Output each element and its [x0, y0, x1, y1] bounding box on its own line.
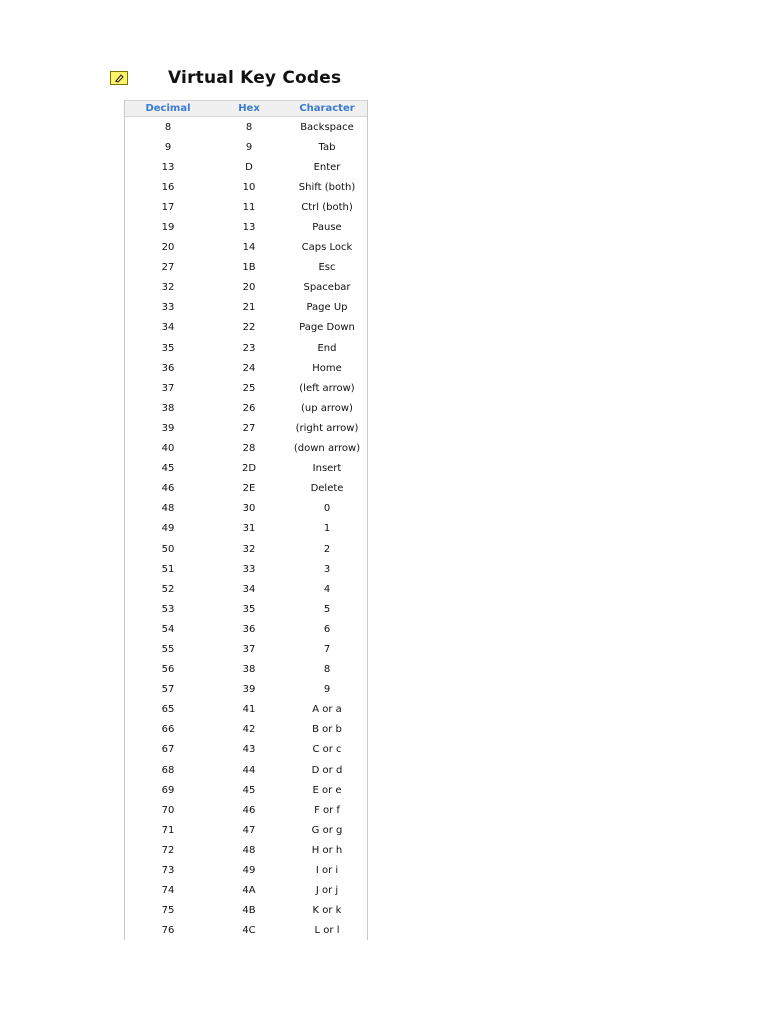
cell-character: 7 [323, 643, 331, 655]
table-row [125, 519, 367, 539]
cell-character: G or g [311, 824, 343, 836]
table-row [125, 238, 367, 258]
cell-decimal: 34 [161, 322, 175, 334]
cell-decimal: 32 [161, 282, 175, 294]
table-row [125, 921, 367, 941]
cell-character: Page Down [299, 322, 355, 334]
cell-character: D or d [311, 764, 343, 776]
cell-hex: 22 [242, 322, 256, 334]
cell-decimal: 51 [161, 563, 175, 575]
cell-hex: 4A [242, 885, 256, 897]
cell-hex: 41 [242, 704, 256, 716]
cell-decimal: 66 [161, 724, 175, 736]
cell-hex: 37 [242, 643, 256, 655]
cell-decimal: 68 [161, 764, 175, 776]
cell-hex: 27 [242, 422, 256, 434]
cell-hex: 35 [242, 603, 256, 615]
cell-decimal: 75 [161, 905, 175, 917]
cell-character: L or l [314, 925, 340, 937]
cell-character: 8 [323, 664, 331, 676]
cell-character: Tab [318, 141, 336, 153]
cell-decimal: 54 [161, 623, 175, 635]
cell-hex: 45 [242, 784, 256, 796]
cell-hex: 31 [242, 523, 256, 535]
page-title: Virtual Key Codes [168, 68, 342, 88]
table-row [125, 720, 367, 740]
cell-hex: 36 [242, 623, 256, 635]
table-row [125, 418, 367, 438]
cell-hex: 1B [242, 262, 256, 274]
cell-decimal: 9 [164, 141, 172, 153]
cell-decimal: 55 [161, 643, 175, 655]
cell-hex: 34 [242, 583, 256, 595]
table-row [125, 559, 367, 579]
cell-hex: 33 [242, 563, 256, 575]
cell-character: Delete [310, 483, 344, 495]
cell-hex: 21 [242, 302, 256, 314]
table-row [125, 459, 367, 479]
cell-decimal: 35 [161, 342, 175, 354]
cell-decimal: 70 [161, 804, 175, 816]
cell-hex: 39 [242, 684, 256, 696]
cell-hex: D [245, 161, 253, 173]
cell-decimal: 57 [161, 684, 175, 696]
table-row [125, 338, 367, 358]
cell-decimal: 53 [161, 603, 175, 615]
cell-hex: 49 [242, 865, 256, 877]
cell-decimal: 45 [161, 463, 175, 475]
cell-decimal: 27 [161, 262, 175, 274]
cell-character: Backspace [300, 121, 354, 133]
cell-hex: 42 [242, 724, 256, 736]
cell-decimal: 17 [161, 201, 175, 213]
cell-decimal: 73 [161, 865, 175, 877]
table-row [125, 439, 367, 459]
table-row [125, 358, 367, 378]
table-row [125, 840, 367, 860]
cell-character: A or a [312, 704, 342, 716]
cell-hex: 28 [242, 443, 256, 455]
cell-character: (left arrow) [299, 382, 355, 394]
cell-hex: 46 [242, 804, 256, 816]
table-row [125, 579, 367, 599]
cell-decimal: 20 [161, 242, 175, 254]
cell-character: 6 [323, 623, 331, 635]
table-row [125, 680, 367, 700]
table-row [125, 619, 367, 639]
header-character: Character [299, 103, 355, 114]
cell-character: Enter [313, 161, 341, 173]
table-row [125, 499, 367, 519]
cell-character: (up arrow) [301, 402, 353, 414]
table-row [125, 860, 367, 880]
cell-decimal: 50 [161, 543, 175, 555]
cell-character: 0 [323, 503, 331, 515]
table-row [125, 318, 367, 338]
cell-character: F or f [314, 804, 340, 816]
cell-decimal: 71 [161, 824, 175, 836]
cell-hex: 4C [242, 925, 256, 937]
table-row [125, 760, 367, 780]
table-row [125, 157, 367, 177]
cell-character: Esc [318, 262, 336, 274]
header-decimal: Decimal [145, 103, 191, 114]
header-hex: Hex [238, 103, 260, 114]
cell-character: K or k [312, 905, 342, 917]
cell-decimal: 48 [161, 503, 175, 515]
cell-decimal: 36 [161, 362, 175, 374]
cell-hex: 8 [245, 121, 253, 133]
cell-hex: 30 [242, 503, 256, 515]
cell-character: B or b [312, 724, 342, 736]
cell-decimal: 46 [161, 483, 175, 495]
cell-decimal: 8 [164, 121, 172, 133]
table-row [125, 901, 367, 921]
table-row [125, 800, 367, 820]
cell-decimal: 56 [161, 664, 175, 676]
cell-character: Insert [312, 463, 342, 475]
cell-decimal: 40 [161, 443, 175, 455]
cell-hex: 2D [241, 463, 257, 475]
cell-character: Page Up [306, 302, 348, 314]
cell-hex: 2E [242, 483, 256, 495]
table-row [125, 197, 367, 217]
table-row [125, 298, 367, 318]
cell-character: Spacebar [303, 282, 351, 294]
cell-decimal: 16 [161, 181, 175, 193]
table-header [125, 100, 367, 117]
table-row [125, 639, 367, 659]
cell-hex: 13 [242, 222, 256, 234]
cell-hex: 26 [242, 402, 256, 414]
cell-decimal: 52 [161, 583, 175, 595]
table-body [125, 117, 367, 941]
cell-hex: 38 [242, 664, 256, 676]
cell-character: 4 [323, 583, 331, 595]
cell-decimal: 74 [161, 885, 175, 897]
cell-character: End [317, 342, 337, 354]
cell-hex: 4B [242, 905, 256, 917]
cell-character: H or h [311, 844, 343, 856]
cell-character: Ctrl (both) [301, 201, 353, 213]
title-row [110, 66, 341, 90]
table-row [125, 820, 367, 840]
cell-decimal: 69 [161, 784, 175, 796]
cell-decimal: 65 [161, 704, 175, 716]
cell-hex: 11 [242, 201, 256, 213]
cell-character: C or c [312, 744, 342, 756]
cell-hex: 32 [242, 543, 256, 555]
table-row [125, 117, 367, 137]
table-row [125, 177, 367, 197]
cell-character: (down arrow) [293, 443, 361, 455]
cell-character: 5 [323, 603, 331, 615]
table-row [125, 217, 367, 237]
table-row [125, 479, 367, 499]
cell-character: J or j [315, 885, 339, 897]
cell-decimal: 49 [161, 523, 175, 535]
cell-hex: 14 [242, 242, 256, 254]
table-row [125, 137, 367, 157]
cell-hex: 9 [245, 141, 253, 153]
cell-hex: 25 [242, 382, 256, 394]
cell-hex: 48 [242, 844, 256, 856]
cell-hex: 20 [242, 282, 256, 294]
cell-decimal: 19 [161, 222, 175, 234]
cell-character: 3 [323, 563, 331, 575]
table-row [125, 780, 367, 800]
key-codes-table [124, 100, 368, 940]
cell-hex: 10 [242, 181, 256, 193]
cell-decimal: 13 [161, 161, 175, 173]
cell-decimal: 67 [161, 744, 175, 756]
table-row [125, 258, 367, 278]
table-row [125, 539, 367, 559]
table-row [125, 599, 367, 619]
cell-hex: 44 [242, 764, 256, 776]
cell-decimal: 33 [161, 302, 175, 314]
cell-character: E or e [312, 784, 342, 796]
cell-character: Pause [312, 222, 342, 234]
table-row [125, 278, 367, 298]
cell-decimal: 72 [161, 844, 175, 856]
cell-character: Home [312, 362, 342, 374]
cell-hex: 47 [242, 824, 256, 836]
cell-character: Caps Lock [301, 242, 353, 254]
table-row [125, 740, 367, 760]
table-row [125, 700, 367, 720]
table-row [125, 378, 367, 398]
cell-decimal: 39 [161, 422, 175, 434]
table-row [125, 398, 367, 418]
cell-decimal: 37 [161, 382, 175, 394]
document-edit-icon [110, 71, 128, 85]
cell-decimal: 38 [161, 402, 175, 414]
table-row [125, 881, 367, 901]
cell-character: I or i [315, 865, 339, 877]
cell-character: 2 [323, 543, 331, 555]
cell-character: (right arrow) [295, 422, 359, 434]
cell-character: Shift (both) [298, 181, 356, 193]
cell-character: 1 [323, 523, 331, 535]
cell-hex: 24 [242, 362, 256, 374]
cell-character: 9 [323, 684, 331, 696]
table-row [125, 660, 367, 680]
cell-hex: 23 [242, 342, 256, 354]
cell-decimal: 76 [161, 925, 175, 937]
cell-hex: 43 [242, 744, 256, 756]
